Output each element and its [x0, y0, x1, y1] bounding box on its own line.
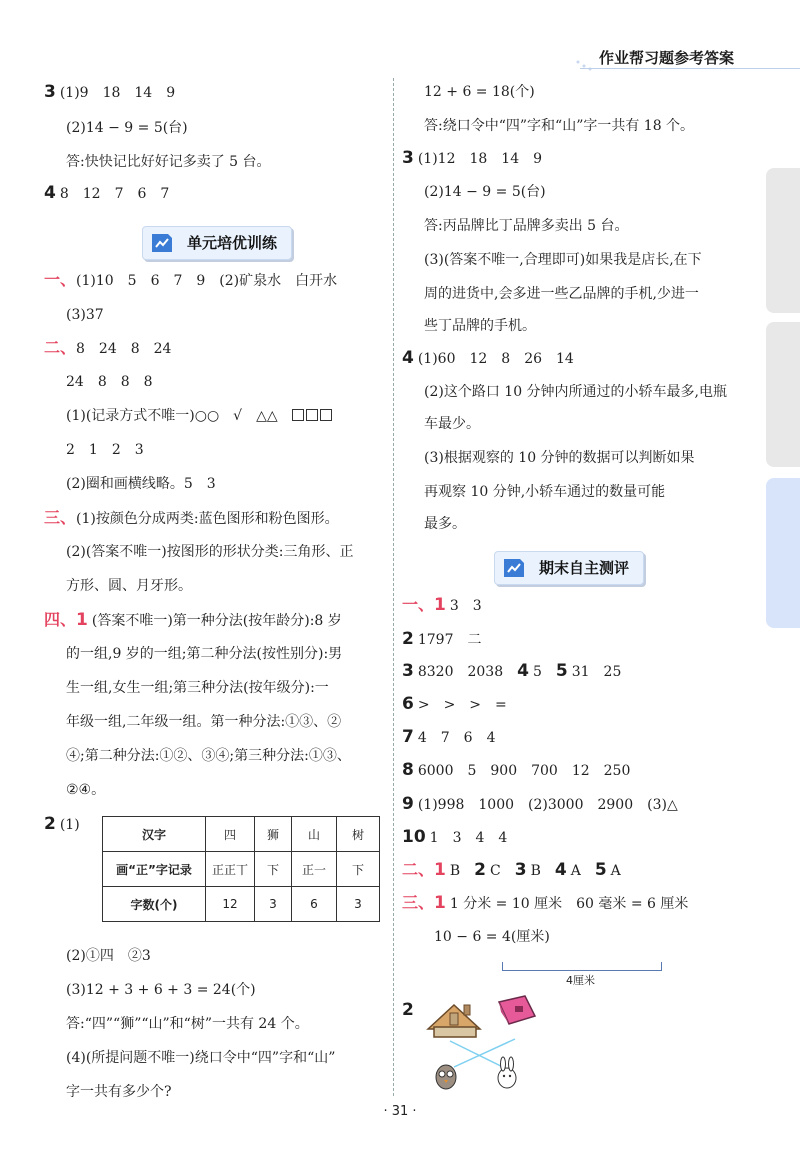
page-number: · 31 ·	[383, 1104, 417, 1119]
question-number: 7	[402, 727, 414, 747]
right-q3-line2: (2)14 − 9 = 5(台)	[424, 184, 546, 200]
question-number: 3	[402, 661, 414, 681]
right-e9-line	[402, 794, 678, 815]
question-number: 8	[402, 760, 414, 780]
answer-text: 5	[532, 664, 542, 680]
chart-trend-icon	[501, 555, 527, 581]
question-number: 2	[44, 814, 56, 834]
section-label: 三、	[402, 893, 435, 912]
side-tab-2	[766, 322, 800, 467]
table-cell: 12	[206, 887, 255, 922]
answer-text: (1)998 1000 (2)3000 2900 (3)△	[417, 797, 678, 813]
right-q4-line4: (3)根据观察的 10 分钟的数据可以判断如果	[424, 450, 695, 466]
header-rule	[580, 68, 800, 69]
left-q3-line1	[44, 82, 175, 103]
table-cell: 下	[255, 852, 292, 887]
question-number: 3	[44, 82, 56, 102]
answer-text: 8 24 8 24	[76, 341, 172, 357]
answer-text: 1797 二	[417, 632, 482, 648]
left-q2-line5: (4)(所提问题不唯一)绕口令中“四”字和“山”	[66, 1050, 336, 1066]
question-number: 4	[402, 348, 414, 368]
ruler-label: 4厘米	[566, 974, 595, 987]
answer-text: > > > =	[417, 697, 507, 713]
right-e8-line	[402, 760, 630, 781]
section-label: 一、	[402, 595, 435, 614]
right-q4-line2: (2)这个路口 10 分钟内所通过的小轿车最多,电瓶	[424, 384, 727, 400]
left-s2-line3	[66, 406, 334, 426]
table-cell: 画“正”字记录	[103, 852, 206, 887]
right-q4-line3: 车最少。	[424, 416, 480, 432]
left-s3-line2: (2)(答案不唯一)按图形的形状分类:三角形、正	[66, 544, 354, 560]
right-q4-line1	[402, 348, 574, 369]
table-row	[103, 887, 380, 922]
section-label: 二、	[402, 860, 435, 879]
right-line1: 12 + 6 = 18(个)	[424, 84, 535, 100]
question-number: 5	[594, 860, 607, 880]
right-e10-line	[402, 827, 507, 848]
square-shape	[320, 409, 332, 421]
chart-trend-icon	[149, 230, 175, 256]
left-s4-line2: 的一组,9 岁的一组;第二种分法(按性别分):男	[66, 646, 343, 662]
right-e6-line	[402, 694, 507, 715]
section-label: 二、	[44, 338, 77, 357]
answer-text: (1)12 18 14 9	[417, 151, 543, 167]
section-label: 四、	[44, 610, 77, 629]
side-tab-3-active	[766, 478, 800, 628]
right-q3-line4: (3)(答案不唯一,合理即可)如果我是店长,在下	[424, 252, 702, 268]
left-s4-line1	[44, 610, 342, 631]
left-q2-line2: (2)①四 ②3	[66, 948, 151, 964]
answer-text: B	[449, 863, 461, 879]
table-cell: 树	[337, 817, 380, 852]
answer-text: 3 3	[449, 598, 482, 614]
left-q3-line2: (2)14 − 9 = 5(台)	[66, 120, 188, 136]
banner-title: 单元培优训练	[187, 234, 278, 252]
answer-text: 6000 5 900 700 12 250	[417, 763, 631, 779]
question-number: 3	[514, 860, 527, 880]
right-q4-line5: 再观察 10 分钟,小轿车通过的数量可能	[424, 484, 666, 500]
section-label: 三、	[44, 508, 77, 527]
right-q3-line6: 些丁品牌的手机。	[424, 318, 536, 334]
length-ruler	[502, 962, 662, 971]
answer-text: (1)10 5 6 7 9 (2)矿泉水 白开水	[76, 273, 338, 289]
left-q3-line3: 答:快快记比好好记多卖了 5 台。	[66, 154, 271, 170]
table-cell: 3	[255, 887, 292, 922]
section-banner-final-test	[494, 551, 644, 585]
table-cell: 山	[292, 817, 337, 852]
left-s1-line2: (3)37	[66, 307, 104, 323]
left-q2-line4: 答:“四”“狮”“山”和“树”一共有 24 个。	[66, 1016, 309, 1032]
answer-text: 31 25	[571, 664, 622, 680]
question-number: 3	[402, 148, 414, 168]
tally-table	[102, 816, 380, 922]
left-s1-line1	[44, 270, 337, 291]
question-number: 4	[554, 860, 567, 880]
left-s4-line6: ②④。	[66, 782, 106, 798]
question-number: 6	[402, 694, 414, 714]
table-cell: 字数(个)	[103, 887, 206, 922]
right-line2: 答:绕口令中“四”字和“山”字一共有 18 个。	[424, 118, 695, 134]
left-s2-line2: 24 8 8 8	[66, 374, 153, 390]
table-cell: 下	[337, 852, 380, 887]
question-number: 2	[402, 629, 414, 649]
header-title: 作业帮习题参考答案	[598, 49, 734, 67]
answer-text: A	[570, 863, 581, 879]
left-s2-line1	[44, 338, 171, 359]
left-q2-line1	[44, 814, 80, 835]
question-number: 1	[434, 595, 446, 615]
left-s4-line3: 生一组,女生一组;第三种分法(按年级分):一	[66, 680, 329, 696]
table-row	[103, 817, 380, 852]
question-number: 9	[402, 794, 414, 814]
left-q4-line1	[44, 183, 169, 204]
house-icon	[428, 1005, 480, 1037]
left-s4-line5: ④;第二种分法:①②、③④;第三种分法:①③、	[66, 748, 351, 764]
left-s2-line4: 2 1 2 3	[66, 442, 144, 458]
question-number: 5	[555, 661, 568, 681]
question-number: 1	[76, 610, 88, 630]
answer-text: 8320 2038	[417, 664, 504, 680]
answer-text: A	[610, 863, 621, 879]
section-banner-unit-training	[142, 226, 292, 260]
answer-text: (1)	[59, 817, 80, 833]
square-shape	[292, 409, 304, 421]
table-cell: 四	[206, 817, 255, 852]
answer-text: (1)按颜色分成两类:蓝色图形和粉色图形。	[76, 511, 339, 527]
banner-title: 期末自主测评	[539, 559, 630, 577]
answer-text: (1)9 18 14 9	[59, 85, 176, 101]
left-s2-line5: (2)圈和画横线略。5 3	[66, 476, 216, 492]
right-e3-line	[402, 661, 621, 682]
side-tab-1	[766, 168, 800, 313]
left-q2-line3: (3)12 + 3 + 6 + 3 = 24(个)	[66, 982, 256, 998]
right-g1-line2: 10 − 6 = 4(厘米)	[434, 929, 550, 945]
table-cell: 汉字	[103, 817, 206, 852]
pink-box-icon	[499, 996, 535, 1030]
answer-text: B	[530, 863, 541, 879]
answer-text: 1 3 4 4	[429, 830, 508, 846]
table-cell: 正正丅	[206, 852, 255, 887]
answer-text: 1 分米 = 10 厘米 60 毫米 = 6 厘米	[449, 896, 689, 912]
table-cell: 正一	[292, 852, 337, 887]
right-g2-line	[402, 1000, 418, 1021]
right-q3-line5: 周的进货中,会多进一些乙品牌的手机,少进一	[424, 286, 699, 302]
owl-icon	[436, 1065, 456, 1089]
table-row	[103, 852, 380, 887]
question-number: 2	[474, 860, 486, 880]
right-q4-line6: 最多。	[424, 516, 466, 532]
answer-text: C	[490, 863, 501, 879]
answer-text: (1)60 12 8 26 14	[417, 351, 574, 367]
left-s3-line3: 方形、圆、月牙形。	[66, 578, 192, 594]
question-number: 2	[402, 1000, 414, 1020]
left-s3-line1	[44, 508, 339, 529]
answer-text: 4 7 6 4	[417, 730, 496, 746]
right-q3-line1	[402, 148, 542, 169]
question-number: 4	[517, 661, 529, 681]
right-f-line	[402, 860, 621, 881]
column-divider	[393, 78, 394, 1096]
right-e7-line	[402, 727, 495, 748]
question-number: 10	[402, 827, 426, 847]
matching-picture-right	[485, 990, 545, 1098]
left-s4-line4: 年级一组,二年级一组。第一种分法:①③、②	[66, 714, 342, 730]
answer-text: (1)(记录方式不唯一)○○ √ △△	[66, 408, 278, 424]
answer-text: (答案不唯一)第一种分法(按年龄分):8 岁	[91, 613, 342, 629]
table-cell: 6	[292, 887, 337, 922]
question-number: 4	[44, 183, 56, 203]
square-shape	[306, 409, 318, 421]
table-cell: 狮	[255, 817, 292, 852]
question-number: 1	[434, 893, 446, 913]
left-q2-line6: 字一共有多少个?	[66, 1084, 172, 1100]
section-label: 一、	[44, 270, 77, 289]
right-q3-line3: 答:丙品牌比丁品牌多卖出 5 台。	[424, 218, 629, 234]
rabbit-icon	[498, 1057, 516, 1088]
answer-text: 8 12 7 6 7	[59, 186, 170, 202]
table-cell: 3	[337, 887, 380, 922]
right-g1-line1	[402, 893, 688, 914]
question-number: 1	[434, 860, 446, 880]
right-e2-line	[402, 629, 481, 650]
right-e1-line	[402, 595, 482, 616]
